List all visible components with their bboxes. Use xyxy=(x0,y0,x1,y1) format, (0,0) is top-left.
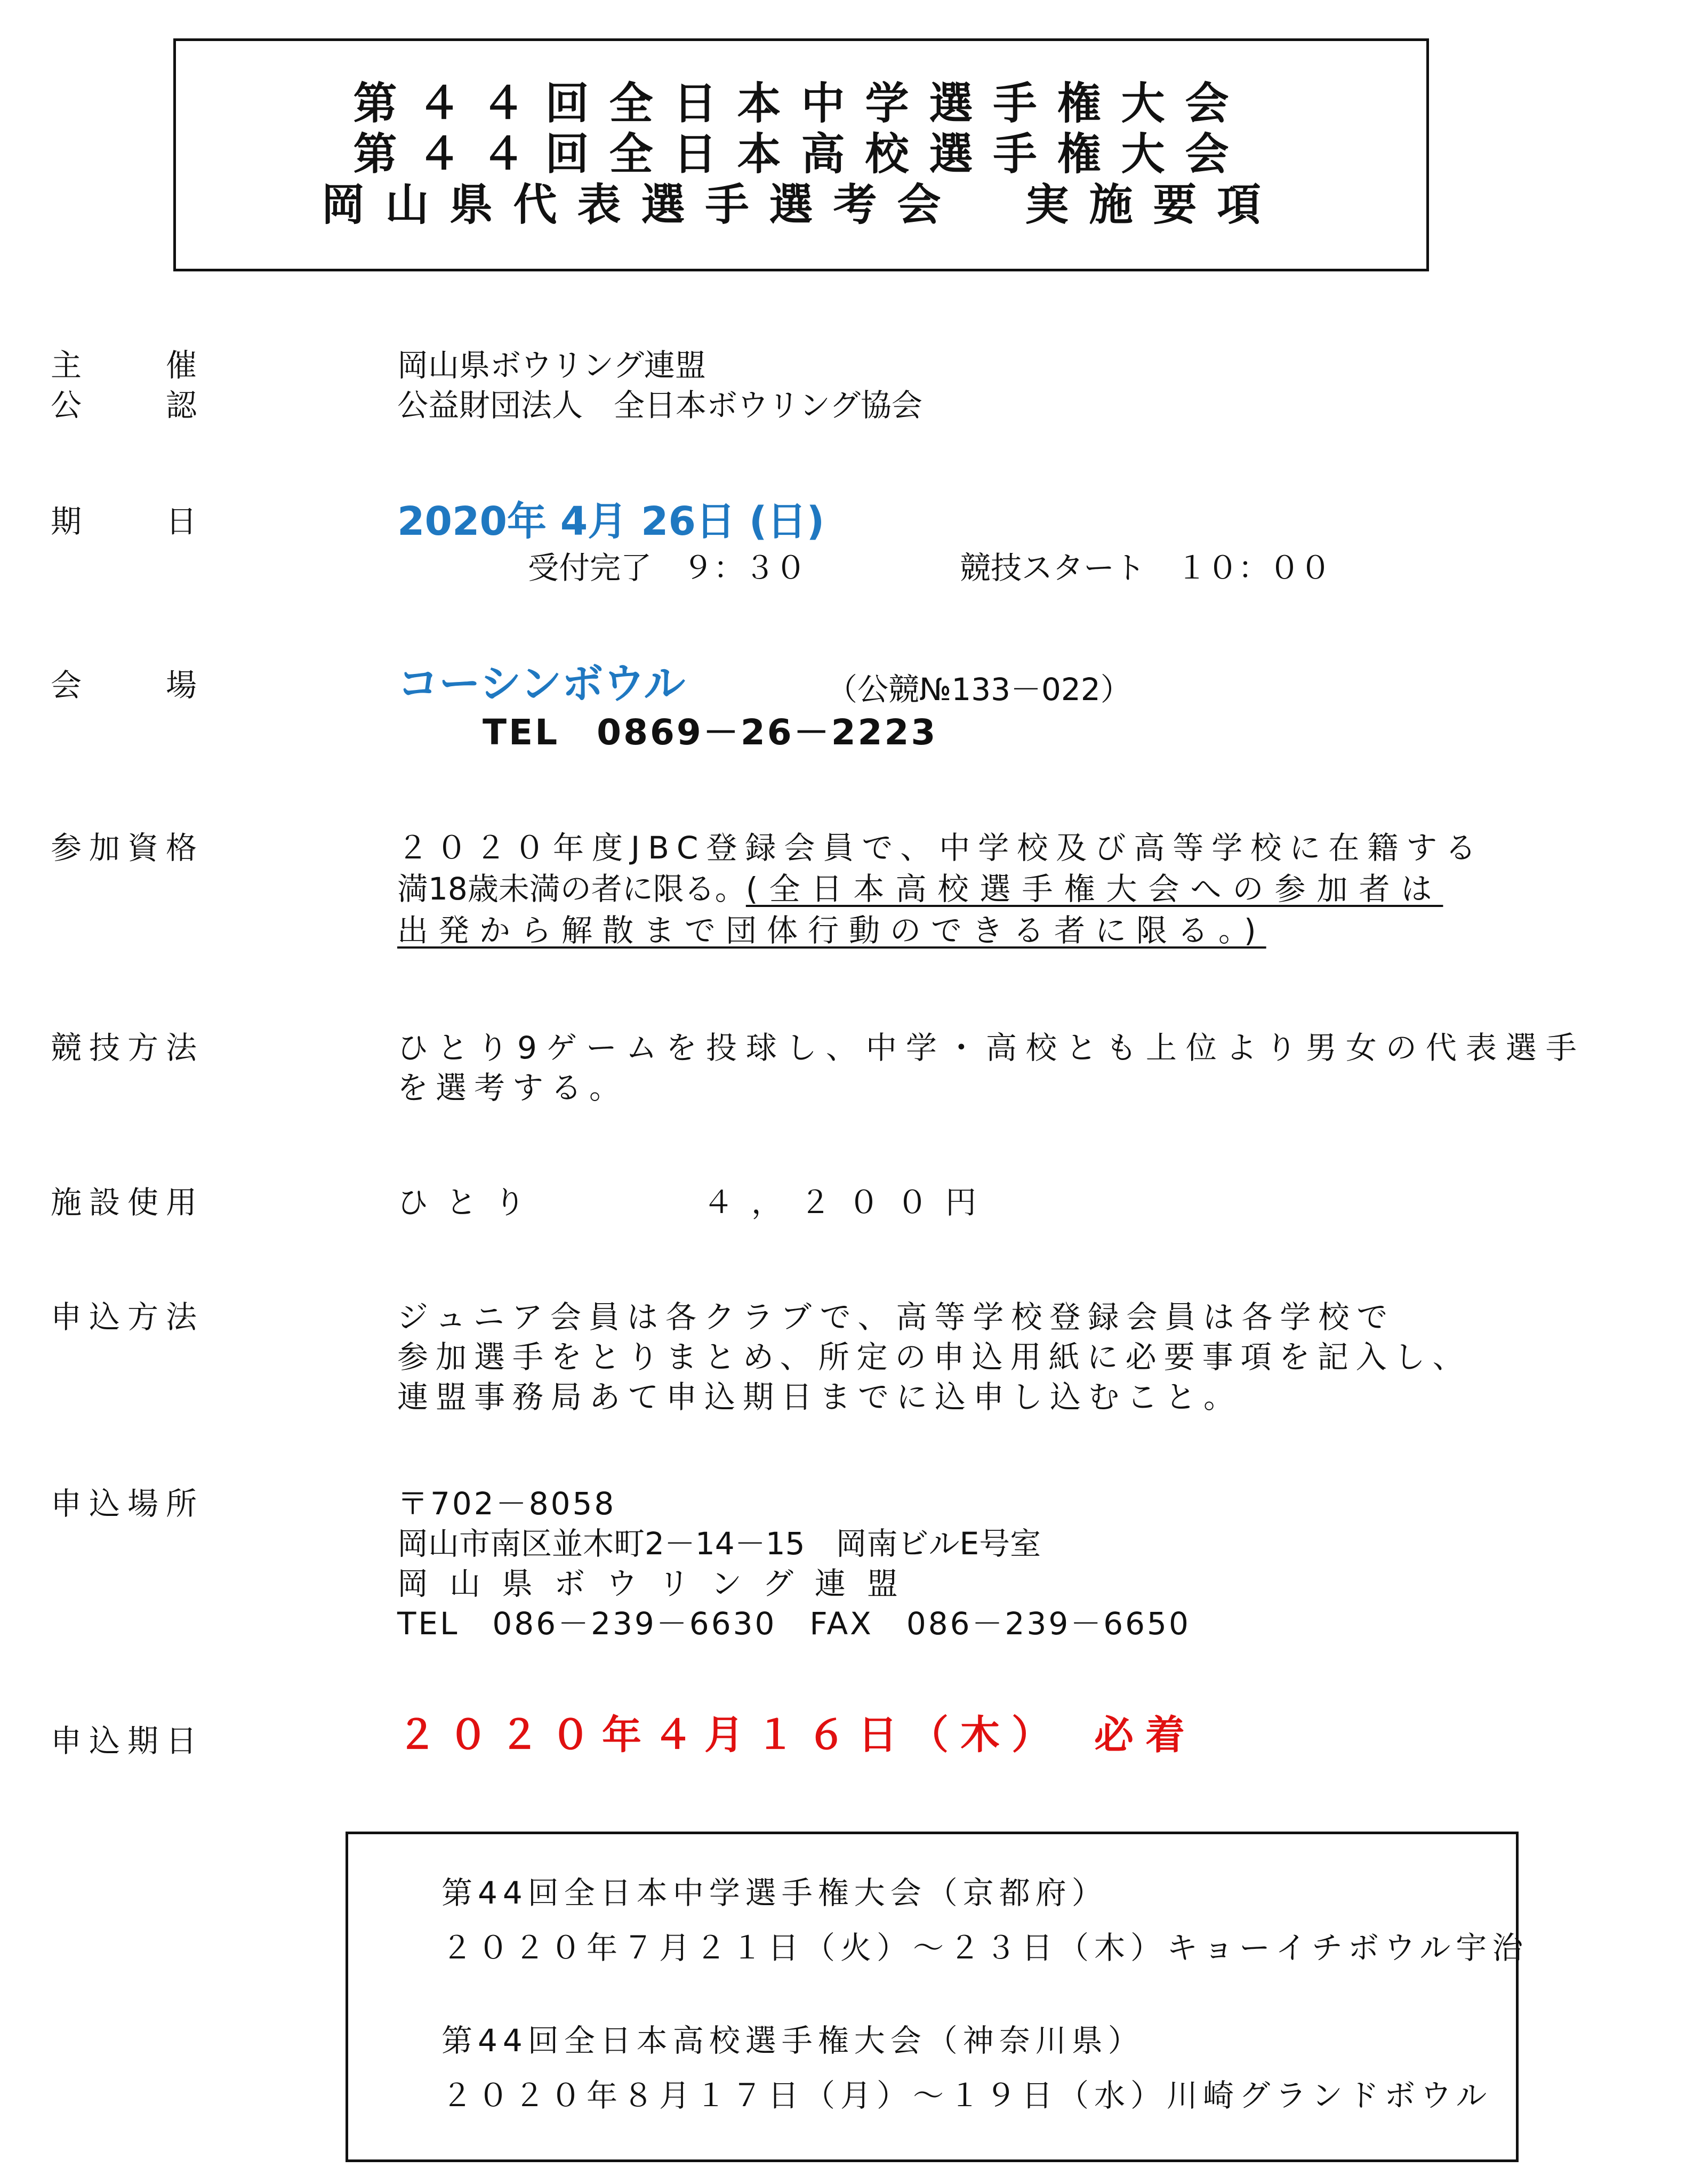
application-method-line-1: ジュニア会員は各クラブで、高等学校登録会員は各学校で xyxy=(397,1299,1395,1335)
organizer-value: 岡山県ボウリング連盟 xyxy=(397,347,706,383)
deadline-label: 申込期日 xyxy=(51,1723,205,1759)
competition-line-1: ひとり9ゲームを投球し、中学・高校とも上位より男女の代表選手 xyxy=(397,1030,1586,1066)
venue-sanction-no: （公競№133－022） xyxy=(826,671,1131,708)
junior-high-title: 第44回全日本中学選手権大会（京都府） xyxy=(441,1875,1108,1911)
fee-label: 施設使用 xyxy=(51,1184,205,1221)
application-place-label: 申込場所 xyxy=(51,1486,205,1522)
title-line-2: 第４４回全日本高校選手権大会 xyxy=(353,129,1249,180)
deadline-value: ２０２０年４月１６日（木） 必着 xyxy=(397,1712,1197,1758)
office-contact: TEL 086－239－6630 FAX 086－239－6650 xyxy=(397,1605,1191,1642)
venue-tel: TEL 0869－26－2223 xyxy=(483,712,938,753)
start-time: 競技スタート １０：００ xyxy=(960,550,1331,586)
date-label: 期 日 xyxy=(51,503,205,540)
competition-line-2: を選考する。 xyxy=(397,1070,628,1106)
junior-high-detail: ２０２０年７月２１日（火）～２３日（木）キョーイチボウル宇治 xyxy=(441,1930,1529,1966)
national-schedule-box xyxy=(346,1832,1529,2162)
eligibility-line-2-plain: 満18歳未満の者に限る。 xyxy=(397,871,746,907)
high-school-detail: ２０２０年８月１７日（月）～１９日（水）川崎グランドボウル xyxy=(441,2077,1492,2114)
eligibility-label: 参加資格 xyxy=(51,830,205,866)
application-method-label: 申込方法 xyxy=(51,1299,205,1335)
eligibility-line-1: ２０２０年度JBC登録会員で、中学校及び高等学校に在籍する xyxy=(397,830,1484,866)
sanction-label: 公 認 xyxy=(51,387,205,423)
eligibility-line-2-underlined: (全日本高校選手権大会への参加者は xyxy=(745,871,1443,907)
title-line-1: 第４４回全日本中学選手権大会 xyxy=(353,78,1249,129)
high-school-title: 第44回全日本高校選手権大会（神奈川県） xyxy=(441,2022,1144,2059)
competition-label: 競技方法 xyxy=(51,1030,205,1066)
application-method-line-3: 連盟事務局あて申込期日までに込申し込むこと。 xyxy=(397,1379,1242,1415)
title-box xyxy=(173,38,1429,271)
venue-label: 会 場 xyxy=(51,667,205,703)
organizer-label: 主 催 xyxy=(51,347,205,383)
venue-name: コーシンボウル xyxy=(397,660,686,708)
fee-who: ひとり xyxy=(397,1184,543,1221)
eligibility-line-3: 出発から解散まで団体行動のできる者に限る。) xyxy=(397,912,1266,949)
fee-amount: ４，２００円 xyxy=(703,1184,994,1221)
office-organization: 岡山県ボウリング連盟 xyxy=(397,1565,919,1602)
eligibility-line-2 xyxy=(397,870,1443,908)
sanction-value: 公益財団法人 全日本ボウリング協会 xyxy=(397,387,922,423)
office-address: 岡山市南区並木町2－14－15 岡南ビルE号室 xyxy=(397,1525,1041,1562)
application-method-line-2: 参加選手をとりまとめ、所定の申込用紙に必要事項を記入し、 xyxy=(397,1339,1471,1375)
reception-time: 受付完了 ９：３０ xyxy=(528,550,807,586)
title-line-3: 岡山県代表選手選考会 実施要項 xyxy=(321,180,1281,230)
postal-code: 〒702－8058 xyxy=(397,1486,616,1522)
date-value: 2020年 4月 26日 (日) xyxy=(397,499,825,544)
